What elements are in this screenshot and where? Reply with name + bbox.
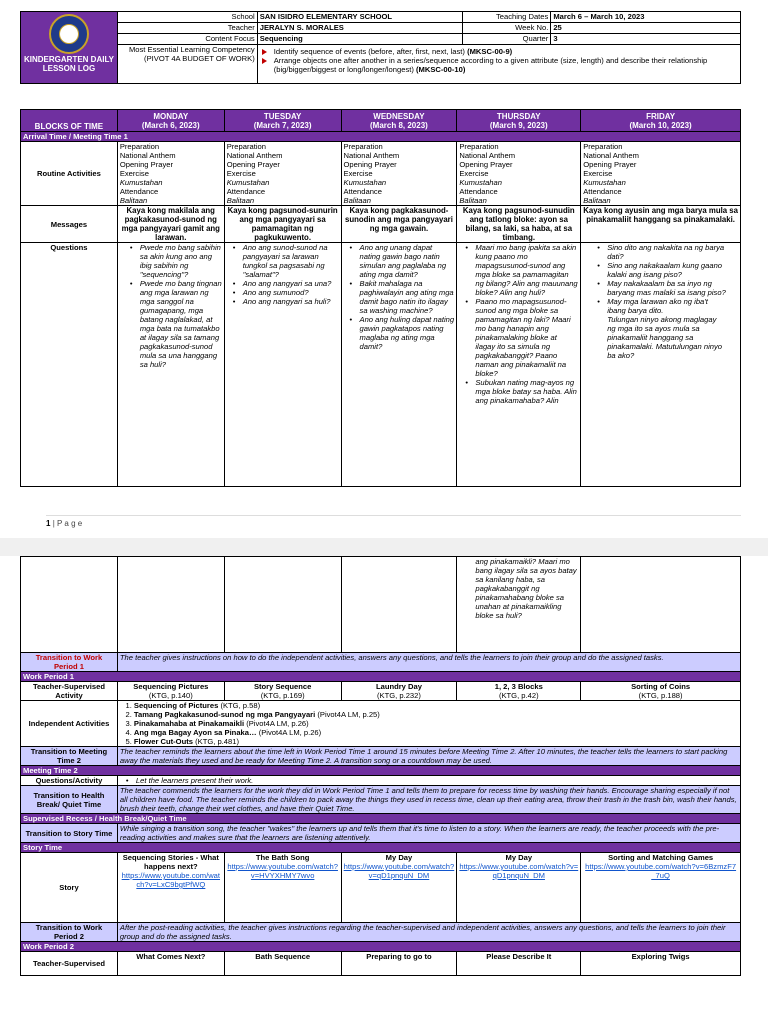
story-link[interactable]: https://www.youtube.com/watch?v=6BzmzF7_7uQ [585,862,737,880]
tsa-label: Teacher-Supervised Activity [21,682,118,701]
ia-item: 2. Tamang Pagkakasunod-sunod ng mga Pangyayari (Pivot4A LM, p.25) [134,710,738,719]
week-value: 25 [551,23,741,34]
lesson-table-continued [20,556,741,976]
ia-label: Independent Activities [21,701,118,747]
questions-fri: • Sino dito ang nakakita na ng barya dati? • Sino ang nakakaalam kung gaano kalaki ang isang piso? • May nakakaalam ba sa inyo ng baryang mas malaki sa isang piso? • May mga larawan ako ng iba't ibang barya dito. Tulungan ninyo akong maglagay ng mga ito sa ayos mula sa pinakamaliit hanggang sa pinakamalaki. Matutulungan ninyo ba ako? [581,243,741,487]
message-wed: Kaya kong pagkakasunod-sunodin ang mga pangyayari ng mga gawain. [341,206,457,243]
tsa2-tue: Bath Sequence [224,952,341,976]
day-header-friday: FRIDAY (March 10, 2023) [581,110,741,132]
teaching-dates-label: Teaching Dates [463,12,551,23]
org-title: KINDERGARTEN DAILY LESSON LOG [24,55,114,73]
ia-item: 1. Sequencing of Pictures (KTG, p.58) [134,701,738,710]
story-transition-label: Transition to Story Time [21,824,118,843]
story-link[interactable]: https://www.youtube.com/watch?v=LxC9bgtPfWQ [121,871,221,889]
routine-tue: Preparation National Anthem Opening Prayer Exercise Kumustahan Attendance Balitaan [224,142,341,206]
tsa-fri: Sorting of Coins (KTG, p.188) [581,682,741,701]
questions-thu-continued: ang pinakamaikli? Maari mo bang ilagay sila sa ayos batay sa kanilang haba, sa pagkakabanggit ng pinakamahabang bloke sa unahan at pinakamaikling bloke sa huli? [457,557,581,653]
quarter-value: 3 [551,34,741,45]
competency-list [257,45,740,84]
routine-mon: Preparation National Anthem Opening Prayer Exercise Kumustahan Attendance Balitaan [117,142,224,206]
story-wed: My Day https://www.youtube.com/watch?v=qD1pnquN_DM [341,853,457,923]
content-focus-value: Sequencing [257,34,463,45]
tsa-mon: Sequencing Pictures (KTG, p.140) [117,682,224,701]
tsa2-thu: Please Describe It [457,952,581,976]
message-fri: Kaya kong ayusin ang mga barya mula sa pinakamaliit hanggang sa pinakamalaki. [581,206,741,243]
routine-label: Routine Activities [21,142,118,206]
quarter-label: Quarter [463,34,551,45]
routine-fri: Preparation National Anthem Opening Prayer Exercise Kumustahan Attendance Balitaan [581,142,741,206]
competency-item: Identify sequence of events (before, after, first, next, last) (MKSC-00-9) [260,47,738,56]
school-label: School [117,12,257,23]
competency-label: Most Essential Learning Competency (PIVOT 4A BUDGET OF WORK) [117,45,257,84]
tsa2-mon: What Comes Next? [117,952,224,976]
transition-wp2-text: After the post-reading activities, the teacher gives instructions regarding the teacher-supervised and independent activities, answers any questions, and tells the learners to join their group and do the assigned tasks. [117,923,740,942]
section-work-period-2: Work Period 2 [21,942,741,952]
section-meeting-time-2: Meeting Time 2 [21,766,741,776]
competency-item: Arrange objects one after another in a series/sequence according to a given attribute (size, length) and describe their relationship (big/bigger/biggest or long/longer/longest) (MKSC-00-10) [260,56,738,74]
page-footer-line [46,515,741,516]
transition-mt2-label: Transition to Meeting Time 2 [21,747,118,766]
questions-wed: • Ano ang unang dapat nating gawin bago natin simulan ang paglalaba ng ating mga damit? • Bakit mahalaga na paghiwalayin ang ating mga damit bago natin ito ilagay sa washing machine? • Ano ang huling dapat nating gawin pagkatapos nating maglaba ng ating mga damit? [341,243,457,487]
header-table [20,11,741,84]
section-work-period-1: Work Period 1 [21,672,741,682]
ia-list [117,701,740,747]
logo-cell [21,12,118,84]
messages-label: Messages [21,206,118,243]
story-link[interactable]: https://www.youtube.com/watch?v=qD1pnquN_DM [343,862,455,880]
message-tue: Kaya kong pagsunod-sunurin ang mga pangyayari sa pamamagitan ng pagkukuwento. [224,206,341,243]
story-link[interactable]: https://www.youtube.com/watch?v=HVYXHMY7wvo [227,862,338,880]
routine-thu: Preparation National Anthem Opening Prayer Exercise Kumustahan Attendance Balitaan [457,142,581,206]
blank-cell [224,557,341,653]
lesson-table [20,109,741,487]
ia-item: 3. Pinakamahaba at Pinakamaikli (Pivot4A LM, p.26) [134,719,738,728]
week-label: Week No. [463,23,551,34]
story-label: Story [21,853,118,923]
qa-label: Questions/Activity [21,776,118,786]
transition-wp1-text: The teacher gives instructions on how to do the independent activities, answers any questions, and tells the learners to join their group and do the assigned tasks. [117,653,740,672]
day-header-thursday: THURSDAY (March 9, 2023) [457,110,581,132]
story-thu: My Day https://www.youtube.com/watch?v=qD1pnquN_DM [457,853,581,923]
tsa-wed: Laundry Day (KTG, p.232) [341,682,457,701]
story-tue: The Bath Song https://www.youtube.com/watch?v=HVYXHMY7wvo [224,853,341,923]
blank-cell [117,557,224,653]
message-thu: Kaya kong pagsunod-sunudin ang tatlong bloke: ayon sa bilang, sa laki, sa haba, at sa timbang. [457,206,581,243]
tsa2-label: Teacher-Supervised [21,952,118,976]
message-mon: Kaya kong makilala ang pagkakasunod-sunod ng mga pangyayari gamit ang larawan. [117,206,224,243]
teacher-label: Teacher [117,23,257,34]
tsa-tue: Story Sequence (KTG, p.169) [224,682,341,701]
transition-mt2-text: The teacher reminds the learners about the time left in Work Period Time 1 around 15 minutes before Meeting Time 2. After 10 minutes, the teacher tells the learners to start packing away the materials they used and be ready for Meeting Time 2. A transition song or a countdown may be used. [117,747,740,766]
section-recess: Supervised Recess / Health Break/Quiet Time [21,814,741,824]
ia-item: 5. Flower Cut-Outs (KTG, p.481) [134,737,738,746]
tsa2-fri: Exploring Twigs [581,952,741,976]
blank-cell [21,557,118,653]
teaching-dates-value: March 6 – March 10, 2023 [551,12,741,23]
routine-wed: Preparation National Anthem Opening Prayer Exercise Kumustahan Attendance Balitaan [341,142,457,206]
story-mon: Sequencing Stories - What happens next? https://www.youtube.com/watch?v=LxC9bgtPfWQ [117,853,224,923]
school-value: SAN ISIDRO ELEMENTARY SCHOOL [257,12,463,23]
section-story-time: Story Time [21,843,741,853]
teacher-value: JERALYN S. MORALES [257,23,463,34]
day-header-tuesday: TUESDAY (March 7, 2023) [224,110,341,132]
health-label: Transition to Health Break/ Quiet Time [21,786,118,814]
day-header-wednesday: WEDNESDAY (March 8, 2023) [341,110,457,132]
qa-text: • Let the learners present their work. [117,776,740,786]
page-2 [0,556,768,1024]
questions-thu: • Maari mo bang ipakita sa akin kung paano mo mapagsusunod-sunod ang mga bloke sa pamamagitan ng bilang? Alin ang mauunang bloke? Alin ang huli? • Paano mo mapagsusunod-sunod ang mga bloke sa pamamagitan ng laki? Maari mo bang hanapin ang pinakamalaking bloke at ilagay ito sa simula ng pagkakabanggit? Paano naman ang pinakamaliit na bloke? • Subukan nating mag-ayos ng mga bloke batay sa haba. Alin ang pinakamahaba? Alin [457,243,581,487]
transition-wp2-label: Transition to Work Period 2 [21,923,118,942]
blank-cell [581,557,741,653]
tsa-thu: 1, 2, 3 Blocks (KTG, p.42) [457,682,581,701]
page-number: 1 | P a g e [46,519,83,528]
story-link[interactable]: https://www.youtube.com/watch?v=qD1pnquN_DM [459,862,579,880]
blocks-header: BLOCKS OF TIME [21,110,118,132]
health-text: The teacher commends the learners for the work they did in Work Period Time 1 and tells them to prepare for recess time by washing their hands. Encourage sharing especially if not all children have food. The teacher reminds the children to pack away the things they used in recess time, clean up their eating area, throw their trash in the trash bin, wash their hands, brush their teeth, change their wet clothes, and have their Quiet Time. [117,786,740,814]
story-transition-text: While singing a transition song, the teacher "wakes" the learners up and tells them that it's time to listen to a story. When the learners are ready, the teacher proceeds with the pre-reading activities and makes sure that the learners are listening attentively. [117,824,740,843]
deped-seal-icon [49,14,89,54]
page-gap [0,538,768,556]
content-focus-label: Content Focus [117,34,257,45]
section-arrival: Arrival Time / Meeting Time 1 [21,132,741,142]
questions-mon: • Pwede mo bang sabihin sa akin kung ano ang ibig sabihin ng "sequencing"? • Pwede mo bang tingnan ang mga larawan ng mga sanggol na gumagapang, mga batang naglalakad, at mga bata na tumatakbo at ilagay sila sa tamang pagkakasunod-sunod mula sa una hanggang sa huli? [117,243,224,487]
tsa2-wed: Preparing to go to [341,952,457,976]
day-header-monday: MONDAY (March 6, 2023) [117,110,224,132]
story-fri: Sorting and Matching Games https://www.youtube.com/watch?v=6BzmzF7_7uQ [581,853,741,923]
questions-label: Questions [21,243,118,487]
questions-tue: • Ano ang sunod-sunod na pangyayari sa larawan tungkol sa pagsasabi ng "salamat"? • Ano ang nangyari sa una? • Ano ang sumunod? • Ano ang nangyari sa huli? [224,243,341,487]
ia-item: 4. Ang mga Bagay Ayon sa Pinaka… (Pivot4A LM, p.26) [134,728,738,737]
blank-cell [341,557,457,653]
transition-wp1-label: Transition to Work Period 1 [21,653,118,672]
competency-items [260,47,738,74]
